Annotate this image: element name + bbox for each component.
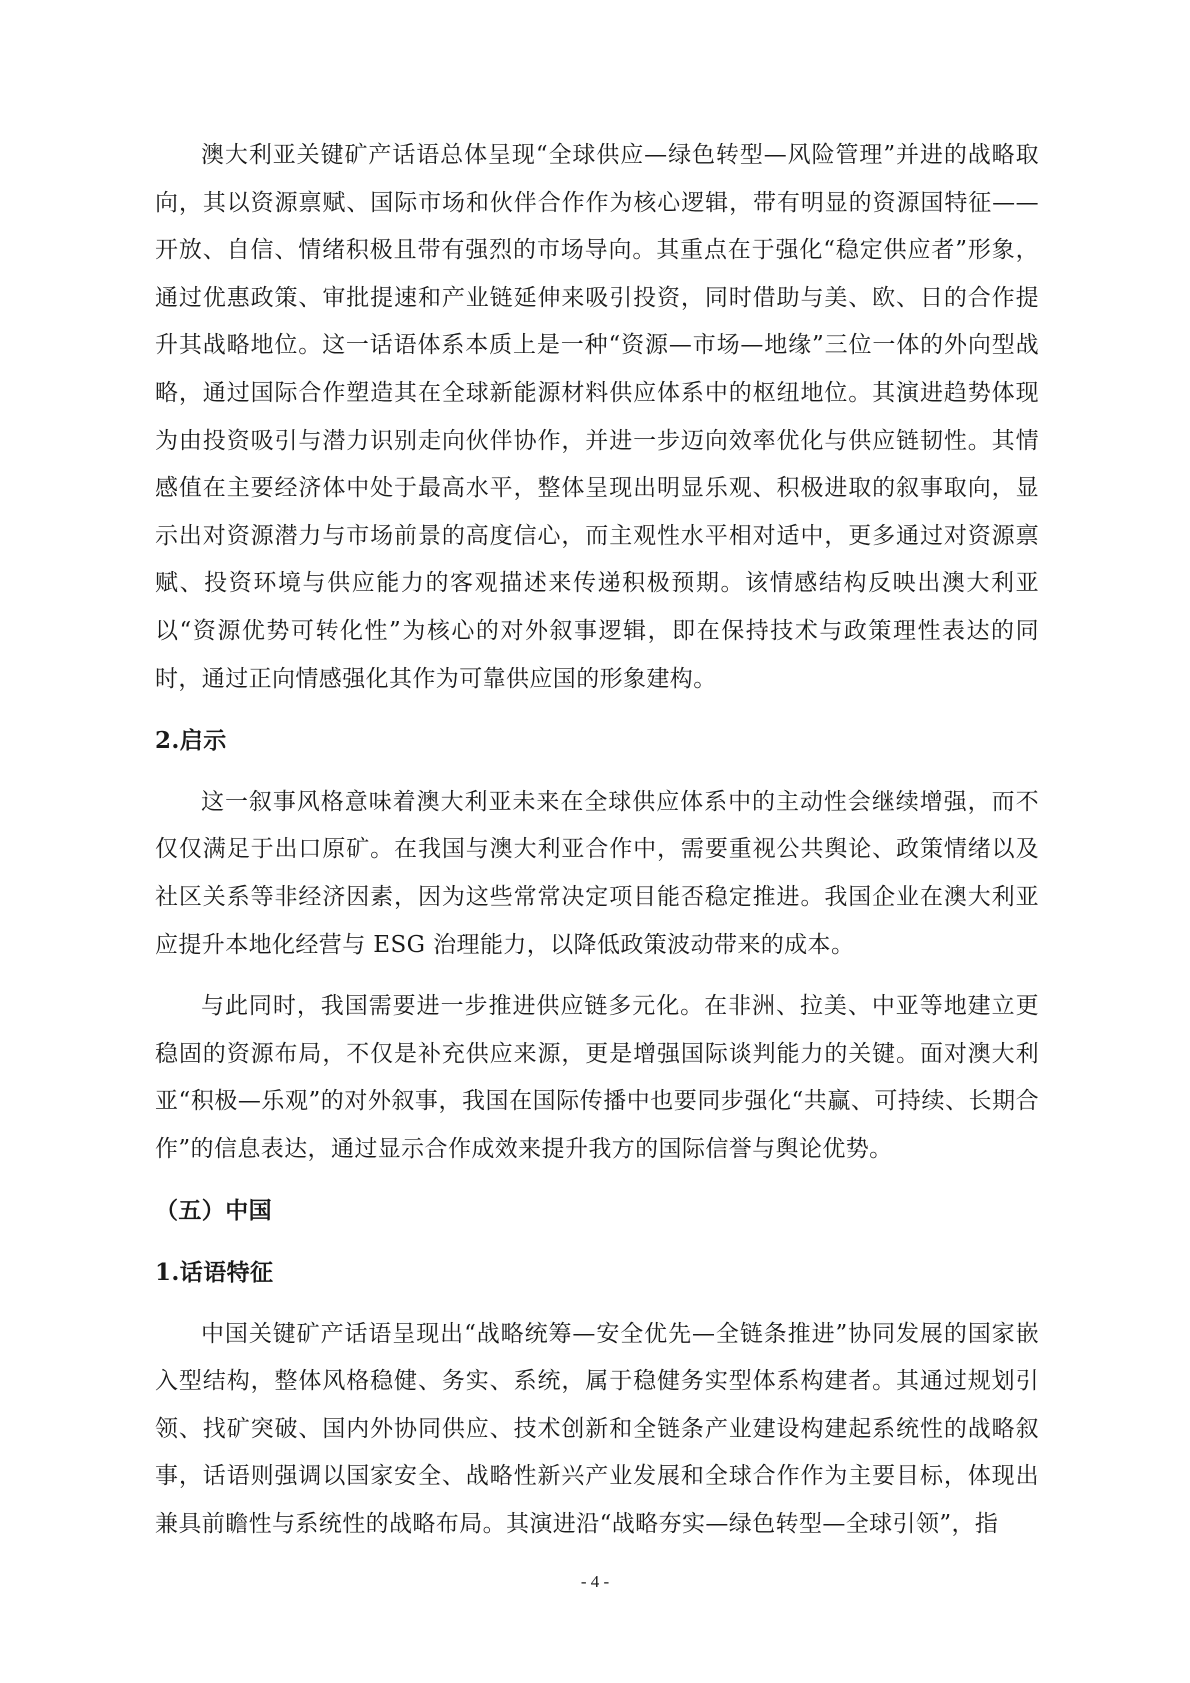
paragraph-implications-1: 这一叙事风格意味着澳大利亚未来在全球供应体系中的主动性会继续增强，而不仅仅满足于出口原矿。在我国与澳大利亚合作中，需要重视公共舆论、政策情绪以及社区关系等非经济因素，因为这些常常决定项目能否稳定推进。我国企业在澳大利亚应提升本地化经营与 ESG 治理能力，以降低政策波动带来的成本。 xyxy=(155,788,1039,958)
spacer xyxy=(155,1235,1039,1249)
document-body xyxy=(155,132,1039,1549)
paragraph-australia-discourse: 澳大利亚关键矿产话语总体呈现“全球供应—绿色转型—风险管理”并进的战略取向，其以资源禀赋、国际市场和伙伴合作作为核心逻辑，带有明显的资源国特征——开放、自信、情绪积极且带有强烈的市场导向。其重点在于强化“稳定供应者”形象，通过优惠政策、审批提速和产业链延伸来吸引投资，同时借助与美、欧、日的合作提升其战略地位。这一话语体系本质上是一种“资源—市场—地缘”三位一体的外向型战略，通过国际合作塑造其在全球新能源材料供应体系中的枢纽地位。其演进趋势体现为由投资吸引与潜力识别走向伙伴协作，并进一步迈向效率优化与供应链韧性。其情感值在主要经济体中处于最高水平，整体呈现出明显乐观、积极进取的叙事取向，显示出对资源潜力与市场前景的高度信心，而主观性水平相对适中，更多通过对资源禀赋、投资环境与供应能力的客观描述来传递积极预期。该情感结构反映出澳大利亚以“资源优势可转化性”为核心的对外叙事逻辑，即在保持技术与政策理性表达的同时，通过正向情感强化其作为可靠供应国的形象建构。 xyxy=(155,142,1039,692)
paragraph-implications-2: 与此同时，我国需要进一步推进供应链多元化。在非洲、拉美、中亚等地建立更稳固的资源布局，不仅是补充供应来源，更是增强国际谈判能力的关键。面对澳大利亚“积极—乐观”的对外叙事，我国在国际传播中也要同步强化“共赢、可持续、长期合作”的信息表达，通过显示合作成效来提升我方的国际信誉与舆论优势。 xyxy=(155,993,1039,1162)
paragraph-china-discourse: 中国关键矿产话语呈现出“战略统筹—安全优先—全链条推进”协同发展的国家嵌入型结构，整体风格稳健、务实、系统，属于稳健务实型体系构建者。其通过规划引领、找矿突破、国内外协同供应、技术创新和全链条产业建设构建起系统性的战略叙事，话语则强调以国家安全、战略性新兴产业发展和全球合作作为主要目标，体现出兼具前瞻性与系统性的战略布局。其演进沿“战略夯实—绿色转型—全球引领”，指 xyxy=(155,1320,1039,1538)
heading-china-section: （五）中国 xyxy=(155,1197,272,1225)
spacer xyxy=(155,703,1039,717)
heading-discourse-features: 1.话语特征 xyxy=(155,1259,274,1287)
spacer xyxy=(155,1297,1039,1311)
page-number: - 4 - xyxy=(580,1572,610,1591)
spacer xyxy=(155,1173,1039,1187)
spacer xyxy=(155,765,1039,779)
heading-implications: 2.启示 xyxy=(155,727,227,755)
spacer xyxy=(155,969,1039,983)
